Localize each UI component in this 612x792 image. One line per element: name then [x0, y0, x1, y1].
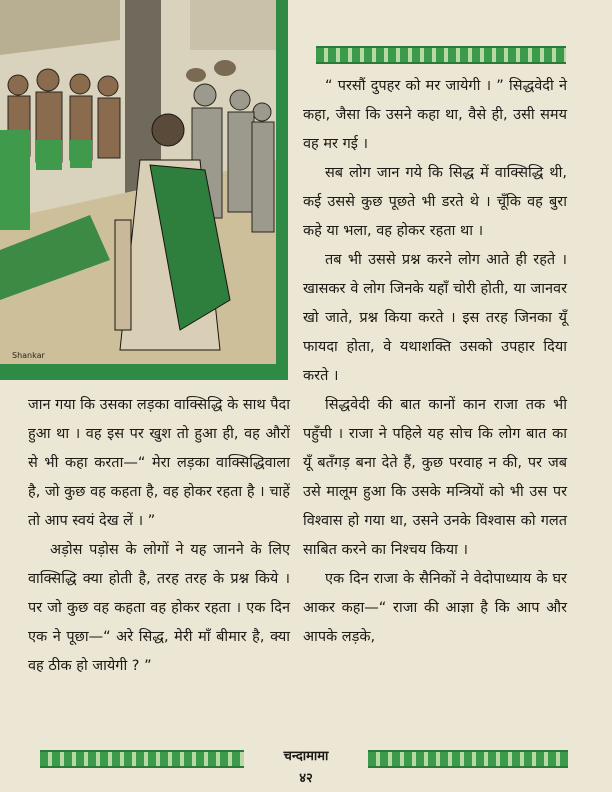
page-number: ४२	[299, 771, 313, 786]
right-paragraph-1: “ परसौं दुपहर को मर जायेगी । ” सिद्धवेदी ने कहा, जैसा कि उसने कहा था, वैसे ही, उसी समय वह मर गई ।	[303, 78, 567, 152]
bottom-left-decorative-border	[40, 750, 244, 768]
story-illustration	[0, 0, 288, 380]
left-paragraph-2: अड़ोस पड़ोस के लोगों ने यह जानने के लिए वाक्सिद्धि क्या होती है, तरह तरह के प्रश्न किये । पर जो कुछ वह कहता वह होकर रहता । एक दिन एक ने पूछा—“ अरे सिद्ध, मेरी माँ बीमार है, क्या वह ठीक हो जायेगी ? ”	[28, 542, 290, 674]
magazine-title: चन्दामामा	[283, 749, 329, 764]
illustration-drawing	[0, 0, 288, 380]
left-column	[28, 391, 290, 681]
right-paragraph-2: सब लोग जान गये कि सिद्ध में वाक्सिद्धि थी, कई उससे कुछ पूछते भी डरते थे । चूँकि वह बुरा कहे या भला, वह होकर रहता था ।	[303, 165, 567, 239]
right-column	[303, 72, 567, 652]
left-paragraph-1: जान गया कि उसका लड़का वाक्सिद्धि के साथ पैदा हुआ था । वह इस पर खुश तो हुआ ही, वह औरों से भी कहा करता—“ मेरा लड़का वाक्सिद्धिवाला है, जो कुछ वह कहता है, वह होकर रहता है । चाहें तो आप स्वयं देख लें । ”	[28, 397, 290, 529]
right-paragraph-5: एक दिन राजा के सैनिकों ने वेदोपाध्याय के घर आकर कहा—“ राजा की आज्ञा है कि आप और आपके लड़के,	[303, 571, 567, 645]
top-decorative-border	[316, 46, 566, 64]
bottom-right-decorative-border	[368, 750, 568, 768]
right-paragraph-3: तब भी उससे प्रश्न करने लोग आते ही रहते । खासकर वे लोग जिनके यहाँ चोरी होती, या जानवर खो जाते, प्रश्न किया करते । इस तरह जिनका यूँ फायदा होता, वे यथाशक्ति उसको उपहार दिया करते ।	[303, 252, 567, 384]
right-paragraph-4: सिद्धवेदी की बात कानों कान राजा तक भी पहुँची । राजा ने पहिले यह सोच कि लोग बात का यूँ बतँगड़ बना देते हैं, कुछ परवाह न की, पर जब उसे मालूम हुआ कि उसके मन्त्रियों को भी उस पर विश्वास हो गया था, उसने उनके विश्वास को गलत साबित करने का निश्चय किया ।	[303, 397, 567, 558]
artist-signature: Shankar	[12, 351, 45, 360]
